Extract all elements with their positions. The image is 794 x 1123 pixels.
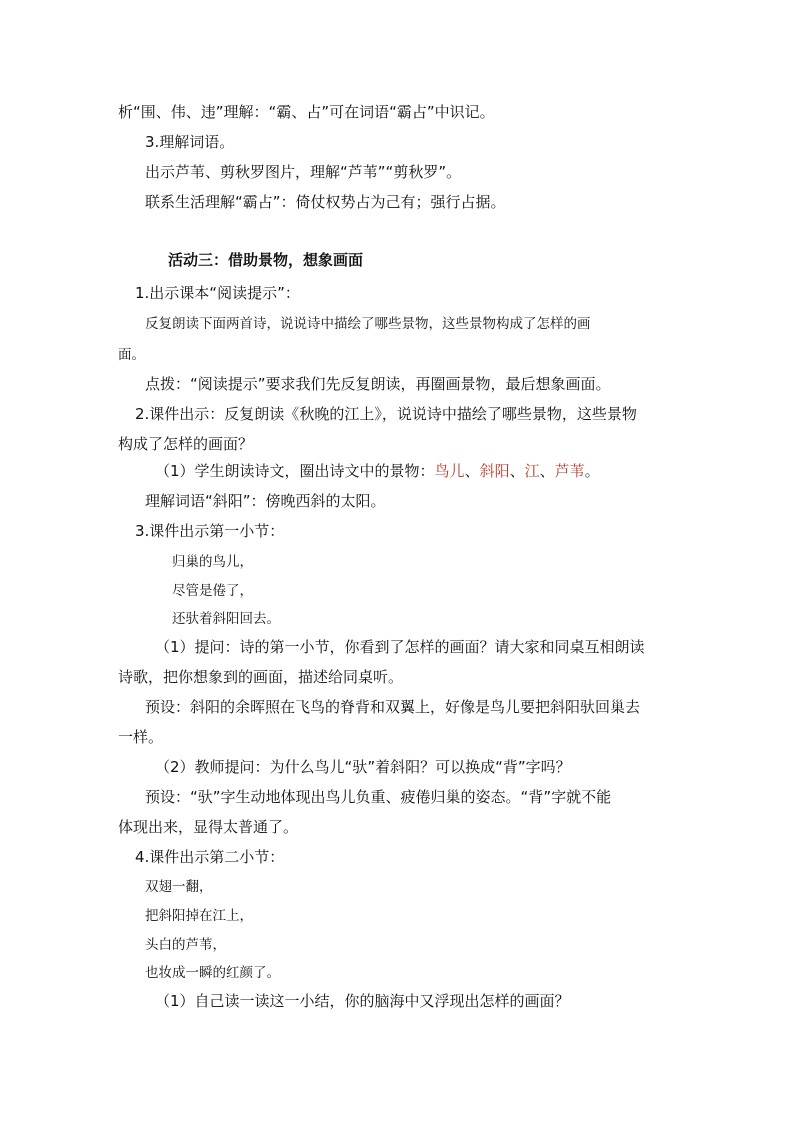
sentence-end: 。 <box>584 462 600 480</box>
scenery-item: 江 <box>524 462 540 480</box>
text-line: 3.理解词语。 <box>145 133 235 151</box>
poem-line: 也妆成一瞬的红颜了。 <box>145 965 280 981</box>
poem-line: 还驮着斜阳回去。 <box>172 611 280 627</box>
text-line: （1）提问：诗的第一小节，你看到了怎样的画面？请大家和同桌互相朗读 <box>155 638 645 656</box>
poem-line: 双翅一翻， <box>145 879 213 895</box>
text-line: 一样。 <box>118 728 164 746</box>
reading-tip-line: 面。 <box>118 347 145 363</box>
text-line: 预设：“驮”字生动地体现出鸟儿负重、疲倦归巢的姿态。“背”字就不能 <box>145 788 612 806</box>
scenery-prefix: （1）学生朗读诗文，圈出诗文中的景物： <box>155 462 435 480</box>
reading-tip-line: 反复朗读下面两首诗，说说诗中描绘了哪些景物，这些景物构成了怎样的画 <box>145 316 591 332</box>
poem-line: 归巢的鸟儿， <box>172 554 253 570</box>
separator: 、 <box>464 462 480 480</box>
scenery-item: 斜阳 <box>479 462 510 480</box>
text-line: 理解词语“斜阳”：傍晚西斜的太阳。 <box>145 492 386 510</box>
scenery-item: 芦苇 <box>554 462 585 480</box>
poem-line: 把斜阳掉在江上， <box>145 908 253 924</box>
text-line: 4.课件出示第二小节： <box>135 848 285 866</box>
separator: 、 <box>509 462 525 480</box>
text-line: 预设：斜阳的余晖照在飞鸟的脊背和双翼上，好像是鸟儿要把斜阳驮回巢去 <box>145 698 641 716</box>
text-line: 诗歌，把你想象到的画面，描述给同桌听。 <box>118 668 404 686</box>
text-line: 析“围、伟、违”理解：“霸、占”可在词语“霸占”中识记。 <box>118 103 495 121</box>
scenery-item: 鸟儿 <box>434 462 465 480</box>
separator: 、 <box>539 462 555 480</box>
section-heading: 活动三：借助景物，想象画面 <box>168 251 364 269</box>
text-line: 构成了怎样的画面？ <box>118 435 254 453</box>
text-line: 2.课件出示：反复朗读《秋晚的江上》，说说诗中描绘了哪些景物，这些景物 <box>135 405 637 423</box>
text-line: （2）教师提问：为什么鸟儿“驮”着斜阳？可以换成“背”字吗？ <box>155 758 571 776</box>
text-line: 点拨：“阅读提示”要求我们先反复朗读，再圈画景物，最后想象画面。 <box>145 375 611 393</box>
text-line: 体现出来，显得太普通了。 <box>118 818 299 836</box>
text-line: 1.出示课本“阅读提示”： <box>135 284 300 302</box>
scenery-line <box>155 461 600 481</box>
text-line: 联系生活理解“霸占”：倚仗权势占为己有；强行占据。 <box>145 193 506 211</box>
text-line: （1）自己读一读这一小结，你的脑海中又浮现出怎样的画面？ <box>155 992 570 1010</box>
poem-line: 尽管是倦了， <box>172 583 253 599</box>
text-line: 出示芦苇、剪秋罗图片，理解“芦苇”“剪秋罗”。 <box>145 163 462 181</box>
poem-line: 头白的芦苇， <box>145 937 226 953</box>
text-line: 3.课件出示第一小节： <box>135 522 285 540</box>
